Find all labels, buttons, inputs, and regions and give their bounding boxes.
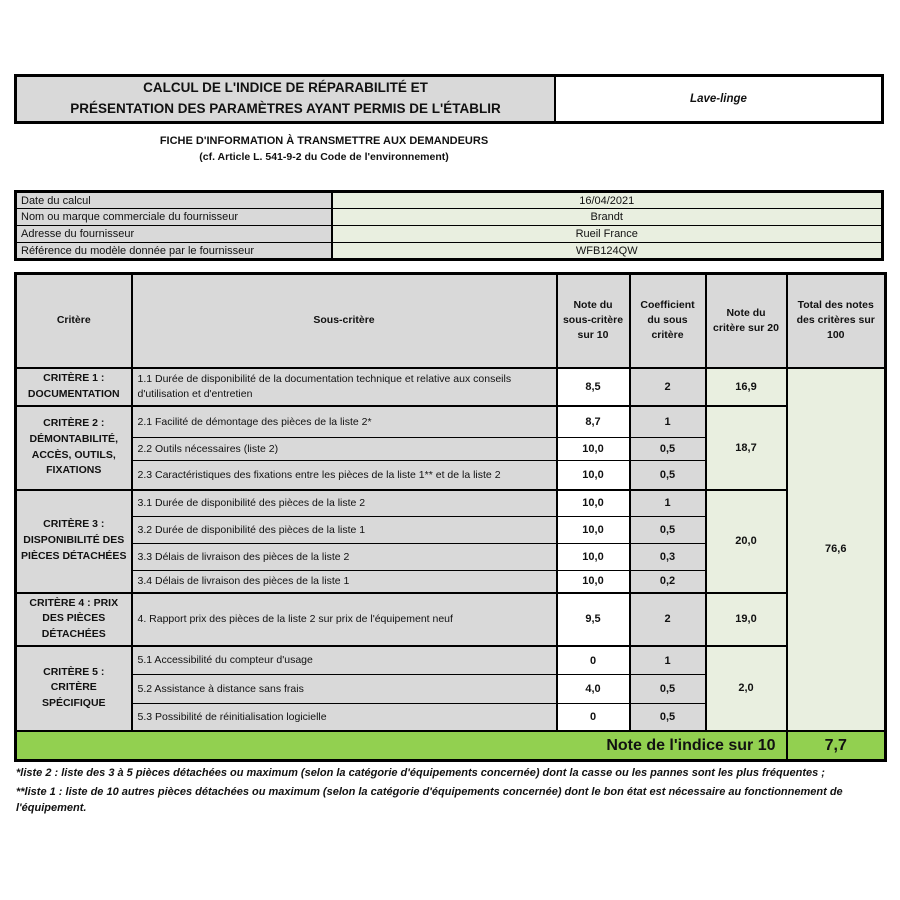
- info-row: [16, 243, 883, 260]
- coefficient-value: 1: [630, 406, 706, 438]
- info-label: Référence du modèle donnée par le fournisseur: [16, 243, 332, 260]
- column-header-critere: Critère: [16, 274, 132, 368]
- sous-critere-label: 4. Rapport prix des pièces de la liste 2 sur prix de l'équipement neuf: [132, 593, 557, 646]
- final-score-row: [16, 731, 886, 761]
- note-critere-20-value: 19,0: [706, 593, 787, 646]
- coefficient-value: 1: [630, 490, 706, 517]
- info-sheet-subtitle: FICHE D'INFORMATION À TRANSMETTRE AUX DEMANDEURS: [159, 135, 489, 147]
- info-row: [16, 209, 883, 226]
- critere-label: CRITÈRE 3 : DISPONIBILITÉ DES PIÈCES DÉTACHÉES: [16, 490, 132, 593]
- page-title-line1: CALCUL DE L'INDICE DE RÉPARABILITÉ ET: [143, 80, 428, 96]
- note-critere-20-value: 18,7: [706, 406, 787, 490]
- criteria-table: [14, 272, 887, 762]
- critere-label: CRITÈRE 4 : PRIX DES PIÈCES DÉTACHÉES: [16, 593, 132, 646]
- footnote-liste-1: **liste 1 : liste de 10 autres pièces détachées ou maximum (selon la catégorie d'équipements concernée) dont le bon état est nécessaire au fonctionnement de l'équipement.: [16, 785, 843, 814]
- product-type-cell: Lave-linge: [556, 77, 881, 121]
- coefficient-value: 1: [630, 646, 706, 675]
- note-critere-20-value: 20,0: [706, 490, 787, 593]
- column-header-note-sur-20: Note du critère sur 20: [706, 274, 787, 368]
- info-label: Nom ou marque commerciale du fournisseur: [16, 209, 332, 226]
- criteria-row: [16, 593, 886, 646]
- sous-critere-label: 2.1 Facilité de démontage des pièces de la liste 2*: [132, 406, 557, 438]
- sous-critere-label: 2.3 Caractéristiques des fixations entre les pièces de la liste 1** et de la liste 2: [132, 461, 557, 490]
- note-sous-critere-10-value: 10,0: [557, 517, 630, 544]
- critere-label: CRITÈRE 2 : DÉMONTABILITÉ, ACCÈS, OUTILS, FIXATIONS: [16, 406, 132, 490]
- column-header-total-sur-100: Total des notes des critères sur 100: [787, 274, 886, 368]
- note-sous-critere-10-value: 4,0: [557, 675, 630, 704]
- sous-critere-label: 3.1 Durée de disponibilité des pièces de la liste 2: [132, 490, 557, 517]
- coefficient-value: 2: [630, 593, 706, 646]
- coefficient-value: 0,5: [630, 517, 706, 544]
- info-value: 16/04/2021: [332, 192, 883, 209]
- column-header-sous-critere: Sous-critère: [132, 274, 557, 368]
- supplier-info-table: [14, 190, 884, 261]
- criteria-table-header-row: [16, 274, 886, 368]
- note-sous-critere-10-value: 0: [557, 704, 630, 731]
- info-label: Adresse du fournisseur: [16, 226, 332, 243]
- sous-critere-label: 2.2 Outils nécessaires (liste 2): [132, 438, 557, 461]
- note-sous-critere-10-value: 10,0: [557, 490, 630, 517]
- coefficient-value: 0,3: [630, 544, 706, 571]
- critere-label: CRITÈRE 1 : DOCUMENTATION: [16, 368, 132, 406]
- criteria-row: [16, 406, 886, 438]
- sous-critere-label: 3.3 Délais de livraison des pièces de la liste 2: [132, 544, 557, 571]
- sous-critere-label: 3.4 Délais de livraison des pièces de la liste 1: [132, 571, 557, 593]
- info-row: [16, 226, 883, 243]
- final-score-label: Note de l'indice sur 10: [16, 731, 787, 761]
- sous-critere-label: 3.2 Durée de disponibilité des pièces de la liste 1: [132, 517, 557, 544]
- criteria-row: [16, 368, 886, 406]
- page-title: [17, 77, 556, 121]
- note-critere-20-value: 2,0: [706, 646, 787, 731]
- info-value: Rueil France: [332, 226, 883, 243]
- sous-critere-label: 1.1 Durée de disponibilité de la documentation technique et relative aux conseils d'utilisation et d'entretien: [132, 368, 557, 406]
- note-sous-critere-10-value: 10,0: [557, 544, 630, 571]
- title-box: [14, 74, 884, 124]
- note-sous-critere-10-value: 10,0: [557, 461, 630, 490]
- criteria-row: [16, 490, 886, 517]
- coefficient-value: 2: [630, 368, 706, 406]
- note-sous-critere-10-value: 8,7: [557, 406, 630, 438]
- footnotes-block: [16, 766, 884, 820]
- note-sous-critere-10-value: 10,0: [557, 571, 630, 593]
- note-sous-critere-10-value: 9,5: [557, 593, 630, 646]
- legal-reference-subtitle: (cf. Article L. 541-9-2 du Code de l'environnement): [199, 151, 449, 163]
- coefficient-value: 0,2: [630, 571, 706, 593]
- sous-critere-label: 5.3 Possibilité de réinitialisation logicielle: [132, 704, 557, 731]
- criteria-row: [16, 646, 886, 675]
- coefficient-value: 0,5: [630, 704, 706, 731]
- note-sous-critere-10-value: 8,5: [557, 368, 630, 406]
- footnote-liste-2: *liste 2 : liste des 3 à 5 pièces détachées ou maximum (selon la catégorie d'équipements concernée) dont la casse ou les pannes sont les plus fréquentes ;: [16, 767, 825, 779]
- info-value: WFB124QW: [332, 243, 883, 260]
- sous-critere-label: 5.1 Accessibilité du compteur d'usage: [132, 646, 557, 675]
- subtitle-block: [14, 135, 634, 163]
- info-value: Brandt: [332, 209, 883, 226]
- final-score-value: 7,7: [787, 731, 886, 761]
- coefficient-value: 0,5: [630, 438, 706, 461]
- note-sous-critere-10-value: 0: [557, 646, 630, 675]
- total-criteres-100-value: 76,6: [787, 368, 886, 731]
- critere-label: CRITÈRE 5 : CRITÈRE SPÉCIFIQUE: [16, 646, 132, 731]
- info-label: Date du calcul: [16, 192, 332, 209]
- column-header-coefficient: Coefficient du sous critère: [630, 274, 706, 368]
- info-row: [16, 192, 883, 209]
- note-sous-critere-10-value: 10,0: [557, 438, 630, 461]
- coefficient-value: 0,5: [630, 461, 706, 490]
- note-critere-20-value: 16,9: [706, 368, 787, 406]
- column-header-note-sur-10: Note du sous-critère sur 10: [557, 274, 630, 368]
- page-title-line2: PRÉSENTATION DES PARAMÈTRES AYANT PERMIS DE L'ÉTABLIR: [70, 101, 501, 116]
- sous-critere-label: 5.2 Assistance à distance sans frais: [132, 675, 557, 704]
- coefficient-value: 0,5: [630, 675, 706, 704]
